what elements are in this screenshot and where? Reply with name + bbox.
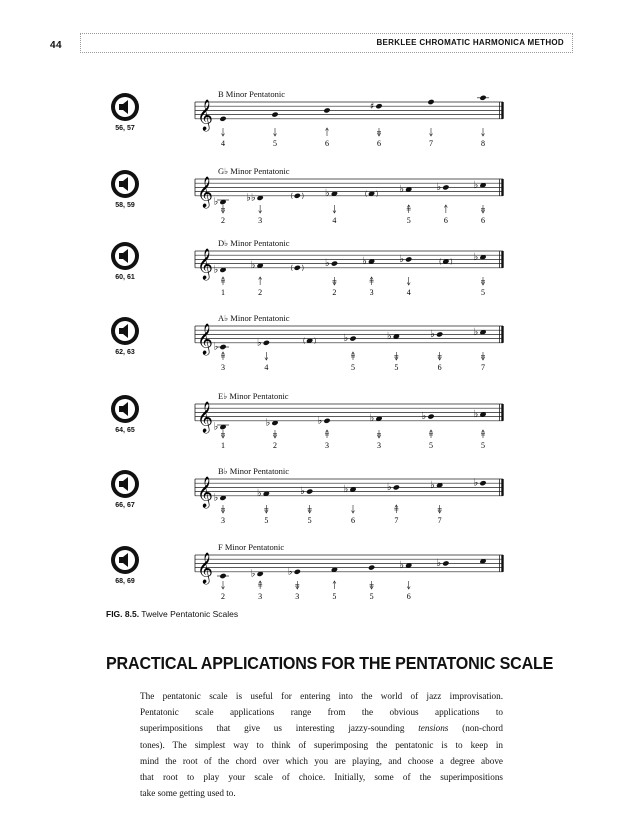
hole-indicator xyxy=(273,128,277,148)
scale-title: B♭ Minor Pentatonic xyxy=(218,466,290,476)
hole-number: 7 xyxy=(429,139,433,148)
hole-indicator xyxy=(407,205,411,225)
scale-example xyxy=(0,542,628,621)
hole-number: 2 xyxy=(258,288,263,297)
note xyxy=(214,492,227,503)
hole-number: 6 xyxy=(406,592,411,601)
audio-track-icon[interactable] xyxy=(110,316,140,346)
hole-number: 4 xyxy=(332,216,337,225)
hole-indicator xyxy=(429,430,433,450)
treble-clef: 𝄞 xyxy=(197,176,213,208)
sharp-sign: ♯ xyxy=(370,102,375,113)
hole-number: 5 xyxy=(332,592,337,601)
note xyxy=(362,256,375,267)
notehead xyxy=(436,331,443,337)
section-body xyxy=(140,688,503,801)
hole-number: 3 xyxy=(221,516,225,525)
hole-indicator xyxy=(221,205,225,225)
notehead xyxy=(294,265,301,271)
track-numbers: 68, 69 xyxy=(115,578,135,585)
scale-example xyxy=(0,238,628,317)
flat-sign: ♭ xyxy=(473,251,479,263)
hole-number: 3 xyxy=(377,441,381,450)
hole-indicator xyxy=(429,128,433,148)
hole-indicator xyxy=(221,352,225,372)
hole-number: 6 xyxy=(351,516,355,525)
notehead xyxy=(442,560,449,566)
hole-number: 2 xyxy=(273,441,277,450)
audio-track-icon[interactable] xyxy=(110,469,140,499)
notehead xyxy=(294,193,301,199)
flat-sign: ♭ xyxy=(213,341,219,353)
notehead xyxy=(427,99,434,105)
hole-indicator xyxy=(258,277,262,297)
text-run: (non-chord xyxy=(448,723,503,734)
note xyxy=(399,560,412,571)
hole-number: 3 xyxy=(369,288,374,297)
flat-sign: ♭ xyxy=(324,258,330,270)
hole-number: 6 xyxy=(481,216,485,225)
hole-indicator xyxy=(264,352,268,372)
section-heading: PRACTICAL APPLICATIONS FOR THE PENTATONIC SCALE xyxy=(106,653,554,673)
notehead xyxy=(375,103,382,109)
notehead xyxy=(479,95,486,101)
audio-track-icon[interactable] xyxy=(110,92,140,122)
treble-clef: 𝄞 xyxy=(197,552,213,584)
running-header xyxy=(80,33,573,53)
hole-number: 6 xyxy=(325,139,329,148)
hole-number: 7 xyxy=(394,516,399,525)
note xyxy=(257,488,270,499)
hole-number: 3 xyxy=(221,363,225,372)
scale-example xyxy=(0,391,628,470)
paragraph-line: take some getting used to. xyxy=(140,788,236,799)
flat-sign: ♭ xyxy=(399,560,404,571)
hole-indicator xyxy=(481,277,485,297)
flat-sign: ♭ xyxy=(436,181,442,193)
scale-example xyxy=(0,89,628,168)
hole-number: 6 xyxy=(377,139,381,148)
hole-number: 5 xyxy=(394,363,399,372)
flat-sign: ♭ xyxy=(473,477,479,489)
flat-sign: ♭ xyxy=(473,409,479,420)
hole-indicator xyxy=(351,352,355,372)
hole-indicator xyxy=(394,505,398,525)
figure-caption xyxy=(106,609,238,619)
flat-sign: ♭ xyxy=(399,253,404,265)
scale-title: A♭ Minor Pentatonic xyxy=(218,313,290,323)
staff xyxy=(193,169,505,241)
hole-indicator xyxy=(481,352,485,372)
note xyxy=(474,409,487,420)
paragraph-line: Pentatonic scale applications range from the obvious applications to xyxy=(140,707,503,718)
hole-indicator xyxy=(332,581,336,601)
scale-title: G♭ Minor Pentatonic xyxy=(218,166,290,176)
note xyxy=(370,413,383,424)
flat-sign: ♭ xyxy=(213,421,219,433)
hole-indicator xyxy=(481,205,485,225)
notehead xyxy=(219,573,226,579)
flat-sign: ♭ xyxy=(317,415,323,427)
hole-number: 7 xyxy=(481,363,485,372)
flat-sign: ♭ xyxy=(256,337,262,349)
hole-indicator xyxy=(444,205,448,225)
hole-indicator xyxy=(325,128,329,148)
note xyxy=(246,192,264,203)
notehead xyxy=(349,335,356,341)
book-title: BERKLEE CHROMATIC HARMONICA METHOD xyxy=(376,38,564,47)
hole-number: 5 xyxy=(429,441,433,450)
note xyxy=(474,252,487,263)
hole-number: 5 xyxy=(406,216,411,225)
note xyxy=(477,95,489,101)
scale-example xyxy=(0,166,628,245)
figure-label: FIG. 8.5. xyxy=(106,609,140,619)
hole-number: 3 xyxy=(258,592,263,601)
track-numbers: 56, 57 xyxy=(115,125,135,132)
scale-example xyxy=(0,466,628,545)
hole-number: 5 xyxy=(273,139,277,148)
notehead xyxy=(263,340,270,346)
note xyxy=(217,573,229,579)
flat-sign: ♭ xyxy=(265,417,271,429)
text-run: superimpositions that give us interesting jazzy-sounding xyxy=(140,723,419,734)
note xyxy=(219,116,226,122)
note xyxy=(368,564,375,570)
notehead xyxy=(331,260,338,266)
audio-track-icon[interactable] xyxy=(110,169,140,199)
notehead xyxy=(442,184,449,190)
hole-number: 5 xyxy=(481,441,485,450)
hole-number: 5 xyxy=(351,363,355,372)
notehead xyxy=(271,111,278,117)
flat-sign: ♭ xyxy=(369,413,375,425)
hole-indicator xyxy=(295,581,299,601)
hole-indicator xyxy=(481,128,485,148)
hole-number: 5 xyxy=(369,592,374,601)
flat-sign: ♭ xyxy=(300,486,305,498)
hole-indicator xyxy=(308,505,312,525)
track-numbers: 66, 67 xyxy=(115,502,135,509)
paragraph-line: tones). The simplest way to think of superimposing the pentatonic is to keep in xyxy=(140,739,503,750)
treble-clef: 𝄞 xyxy=(197,476,213,508)
hole-indicator xyxy=(258,581,262,601)
track-numbers: 64, 65 xyxy=(115,427,135,434)
note xyxy=(323,107,330,113)
hole-number: 6 xyxy=(437,363,442,372)
hole-number: 3 xyxy=(295,592,300,601)
notehead xyxy=(323,418,330,424)
hole-indicator xyxy=(438,505,442,525)
flat-sign: ♭ xyxy=(250,568,256,580)
hole-number: 1 xyxy=(221,288,225,297)
flat-sign: ♭ xyxy=(430,479,435,491)
figure-caption-text: Twelve Pentatonic Scales xyxy=(141,609,239,619)
track-numbers: 60, 61 xyxy=(115,274,135,281)
notehead xyxy=(393,484,400,490)
hole-indicator xyxy=(325,430,329,450)
treble-clef: 𝄞 xyxy=(197,99,213,131)
note xyxy=(474,180,487,191)
hole-number: 4 xyxy=(264,363,269,372)
paragraph-line: mind the root of the chord over which you are playing, and choose a degree above xyxy=(140,755,503,766)
notehead xyxy=(294,569,301,575)
hole-indicator xyxy=(377,430,381,450)
flat-sign: ♭ xyxy=(430,328,435,340)
treble-clef: 𝄞 xyxy=(197,248,213,280)
scale-example xyxy=(0,313,628,392)
page-number: 44 xyxy=(50,40,63,51)
track-numbers: 58, 59 xyxy=(115,202,135,209)
note xyxy=(266,417,279,428)
hole-indicator xyxy=(438,352,442,372)
scale-title: D♭ Minor Pentatonic xyxy=(218,238,290,248)
hole-indicator xyxy=(258,205,262,225)
hole-indicator xyxy=(221,505,225,525)
treble-clef: 𝄞 xyxy=(197,323,213,355)
hole-number: 5 xyxy=(481,288,485,297)
flat-sign: ♭ xyxy=(213,492,219,504)
notehead xyxy=(368,564,375,570)
flat-sign: ♭ xyxy=(421,411,427,423)
scale-title: B Minor Pentatonic xyxy=(218,89,286,99)
hole-indicator xyxy=(394,352,398,372)
emphasis-term: tensions xyxy=(418,723,449,734)
flat-sign: ♭ xyxy=(250,260,256,272)
flat-sign: ♭ xyxy=(362,256,367,267)
note xyxy=(387,331,400,342)
hole-indicator xyxy=(221,277,225,297)
flat-sign: ♭ xyxy=(436,557,442,569)
paragraph-line: The pentatonic scale is useful for entering into the world of jazz improvisation. xyxy=(140,691,503,701)
notehead xyxy=(405,256,412,262)
hole-number: 5 xyxy=(264,516,269,525)
hole-number: 2 xyxy=(221,592,225,601)
audio-track-icon[interactable] xyxy=(110,545,140,575)
staff xyxy=(193,394,505,466)
notehead xyxy=(219,116,226,122)
hole-indicator xyxy=(407,581,411,601)
notehead xyxy=(306,488,313,494)
staff xyxy=(193,92,505,164)
hole-number: 4 xyxy=(406,288,411,297)
paragraph-line xyxy=(140,720,503,736)
note xyxy=(251,568,264,579)
notehead xyxy=(219,344,226,350)
hole-indicator xyxy=(221,128,225,148)
flat-sign: ♭♭ xyxy=(246,192,256,204)
note xyxy=(474,327,487,338)
flat-sign: ♭ xyxy=(473,179,479,191)
notehead xyxy=(323,107,330,113)
scale-title: E♭ Minor Pentatonic xyxy=(218,391,289,401)
hole-number: 4 xyxy=(221,139,225,148)
notehead xyxy=(427,413,434,419)
hole-number: 7 xyxy=(437,516,442,525)
hole-number: 2 xyxy=(332,288,337,297)
flat-sign: ♭ xyxy=(343,484,349,495)
note xyxy=(325,188,338,199)
staff xyxy=(193,545,505,617)
track-numbers: 62, 63 xyxy=(115,349,135,356)
flat-sign: ♭ xyxy=(386,481,392,493)
flat-sign: ♭ xyxy=(386,331,392,342)
note xyxy=(399,184,412,195)
note xyxy=(271,111,278,117)
flat-sign: ♭ xyxy=(256,488,262,500)
hole-number: 2 xyxy=(221,216,225,225)
flat-sign: ♭ xyxy=(343,333,349,345)
hole-indicator xyxy=(332,277,336,297)
audio-track-icon[interactable] xyxy=(110,394,140,424)
treble-clef: 𝄞 xyxy=(197,401,213,433)
hole-number: 3 xyxy=(325,441,329,450)
note xyxy=(288,566,301,577)
flat-sign: ♭ xyxy=(287,566,293,578)
flat-sign: ♭ xyxy=(213,196,219,208)
hole-indicator xyxy=(273,430,277,450)
hole-indicator xyxy=(264,505,268,525)
notehead xyxy=(479,480,486,486)
hole-number: 3 xyxy=(258,216,263,225)
scale-title: F Minor Pentatonic xyxy=(218,542,285,552)
note xyxy=(344,484,357,495)
hole-indicator xyxy=(351,505,355,525)
hole-indicator xyxy=(221,430,225,450)
hole-indicator xyxy=(332,205,336,225)
hole-number: 6 xyxy=(443,216,448,225)
audio-track-icon[interactable] xyxy=(110,241,140,271)
note xyxy=(214,422,230,433)
hole-indicator xyxy=(221,581,225,601)
note xyxy=(214,264,227,275)
staff xyxy=(193,241,505,313)
hole-indicator xyxy=(370,277,374,297)
paragraph-line: that root to play your scale of choice. Initially, some of the superimpositions xyxy=(140,772,503,783)
hole-number: 5 xyxy=(307,516,312,525)
note xyxy=(427,99,434,105)
note xyxy=(251,260,264,271)
hole-indicator xyxy=(377,128,381,148)
flat-sign: ♭ xyxy=(213,264,219,276)
flat-sign: ♭ xyxy=(324,188,330,200)
flat-sign: ♭ xyxy=(473,326,479,338)
hole-indicator xyxy=(370,581,374,601)
flat-sign: ♭ xyxy=(399,184,404,195)
staff xyxy=(193,469,505,541)
note xyxy=(430,480,443,491)
hole-indicator xyxy=(481,430,485,450)
hole-indicator xyxy=(407,277,411,297)
note xyxy=(214,197,230,208)
hole-number: 8 xyxy=(481,139,485,148)
hole-number: 1 xyxy=(221,441,225,450)
staff xyxy=(193,316,505,388)
